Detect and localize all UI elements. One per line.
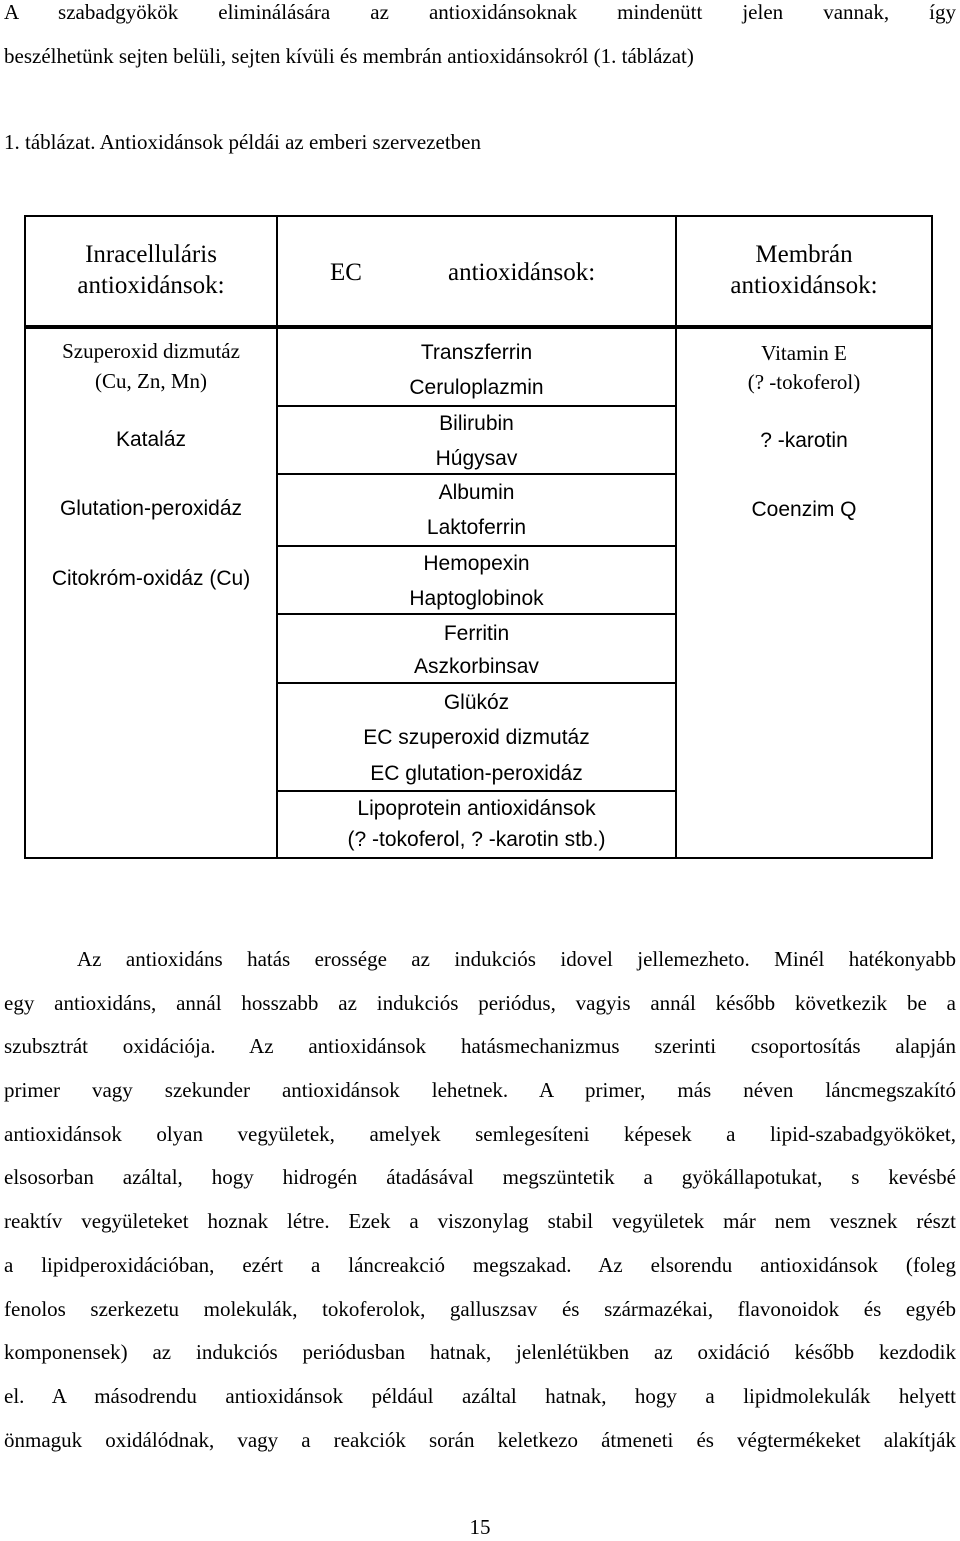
paragraph-line: antioxidánsok olyan vegyületek, amelyek semlegesíteni képesek a lipid-szabadgyököket, xyxy=(4,1121,956,1146)
paragraph-line: egy antioxidáns, annál hosszabb az indukciós periódus, vagyis annál később következik be a xyxy=(4,990,956,1015)
paragraph-line: fenolos szerkezetu molekulák, tokoferolok, galluszsav és származékai, flavonoidok és egyéb xyxy=(4,1296,956,1321)
header-ec-prefix: EC xyxy=(330,259,362,286)
header-membrane-line1: Membrán xyxy=(755,241,853,268)
ec-item: Transzferrin xyxy=(420,341,533,364)
paragraph-line: Az antioxidáns hatás erossége az indukciós idovel jellemezheto. Minél hatékonyabb xyxy=(77,947,956,971)
intracellular-item: Glutation-peroxidáz xyxy=(59,497,243,520)
ec-item: EC glutation-peroxidáz xyxy=(370,762,583,785)
ec-item: Aszkorbinsav xyxy=(414,655,539,678)
membrane-item: Vitamin E xyxy=(761,341,847,365)
ec-item: Hemopexin xyxy=(423,552,530,575)
header-membrane-line2: antioxidánsok: xyxy=(730,272,878,299)
header-intracellular-line2: antioxidánsok: xyxy=(77,272,225,299)
intro-line-1: A szabadgyökök eliminálására az antioxidánsoknak mindenütt jelen vannak, így xyxy=(4,0,956,24)
ec-row-line-5 xyxy=(276,682,677,684)
intracellular-item: Citokróm-oxidáz (Cu) xyxy=(51,567,251,590)
ec-item: Húgysav xyxy=(435,447,518,470)
header-ec-label: antioxidánsok: xyxy=(448,259,596,286)
ec-item: Glükóz xyxy=(443,691,510,714)
paragraph-line: szubsztrát oxidációja. Az antioxidánsok hatásmechanizmus szerinti csoportosítás alapján xyxy=(4,1034,956,1059)
ec-item: (? -tokoferol, ? -karotin stb.) xyxy=(347,828,606,851)
table-caption: 1. táblázat. Antioxidánsok példái az emberi szervezetben xyxy=(4,130,481,154)
paragraph-line: primer vagy szekunder antioxidánsok lehetnek. A primer, más néven láncmegszakító xyxy=(4,1078,956,1103)
paragraph-line: elsosorban azáltal, hogy hidrogén átadásával megszüntetik a gyökállapotukat, s kevésbé xyxy=(4,1165,956,1190)
paragraph-line: komponensek) az indukciós periódusban hatnak, jelenlétükben az oxidáció később kezdodik xyxy=(4,1340,956,1365)
membrane-item: (? -tokoferol) xyxy=(747,370,861,394)
table-left-border xyxy=(24,215,26,859)
membrane-item: Coenzim Q xyxy=(751,498,857,521)
intracellular-item: Kataláz xyxy=(115,428,187,451)
table-top-border xyxy=(24,215,933,217)
ec-item: Laktoferrin xyxy=(426,516,527,539)
body-paragraph xyxy=(4,938,956,1462)
intracellular-item: Szuperoxid dizmutáz xyxy=(62,339,240,363)
paragraph-line: önmaguk oxidálódnak, vagy a reakciók során keletkezo átmeneti és végtermékeket alakítják xyxy=(4,1427,956,1452)
header-intracellular-line1: Inracelluláris xyxy=(85,241,217,268)
table-bottom-border xyxy=(24,857,933,859)
membrane-item: ? -karotin xyxy=(760,429,848,452)
ec-row-line-6 xyxy=(276,790,677,792)
table-right-border xyxy=(931,215,933,859)
ec-row-line-4 xyxy=(276,613,677,615)
header-separator xyxy=(24,325,933,329)
ec-item: Lipoprotein antioxidánsok xyxy=(357,797,596,820)
header-intracellular xyxy=(26,239,276,301)
ec-row-line-1 xyxy=(276,405,677,407)
ec-row-line-3 xyxy=(276,545,677,547)
ec-item: EC szuperoxid dizmutáz xyxy=(363,726,590,749)
intro-line-2: beszélhetünk sejten belüli, sejten kívüli és membrán antioxidánsokról (1. táblázat) xyxy=(4,44,694,68)
paragraph-line: a lipidperoxidációban, ezért a láncreakció megszakad. Az elsorendu antioxidánsok (foleg xyxy=(4,1252,956,1277)
ec-item: Ferritin xyxy=(443,622,510,645)
intracellular-item: (Cu, Zn, Mn) xyxy=(95,369,207,393)
ec-row-line-2 xyxy=(276,473,677,475)
page-number: 15 xyxy=(469,1515,491,1539)
ec-item: Haptoglobinok xyxy=(409,587,544,610)
antioxidant-table xyxy=(24,215,933,859)
paragraph-line: el. A másodrendu antioxidánsok például azáltal hatnak, hogy a lipidmolekulák helyett xyxy=(4,1383,956,1408)
ec-item: Albumin xyxy=(438,481,515,504)
table-divider-2 xyxy=(675,215,677,859)
ec-item: Bilirubin xyxy=(439,412,514,435)
ec-item: Ceruloplazmin xyxy=(409,376,544,399)
header-membrane xyxy=(677,239,931,301)
paragraph-line: reaktív vegyületeket hoznak létre. Ezek a viszonylag stabil vegyületek már nem vesznek részt xyxy=(4,1209,956,1234)
